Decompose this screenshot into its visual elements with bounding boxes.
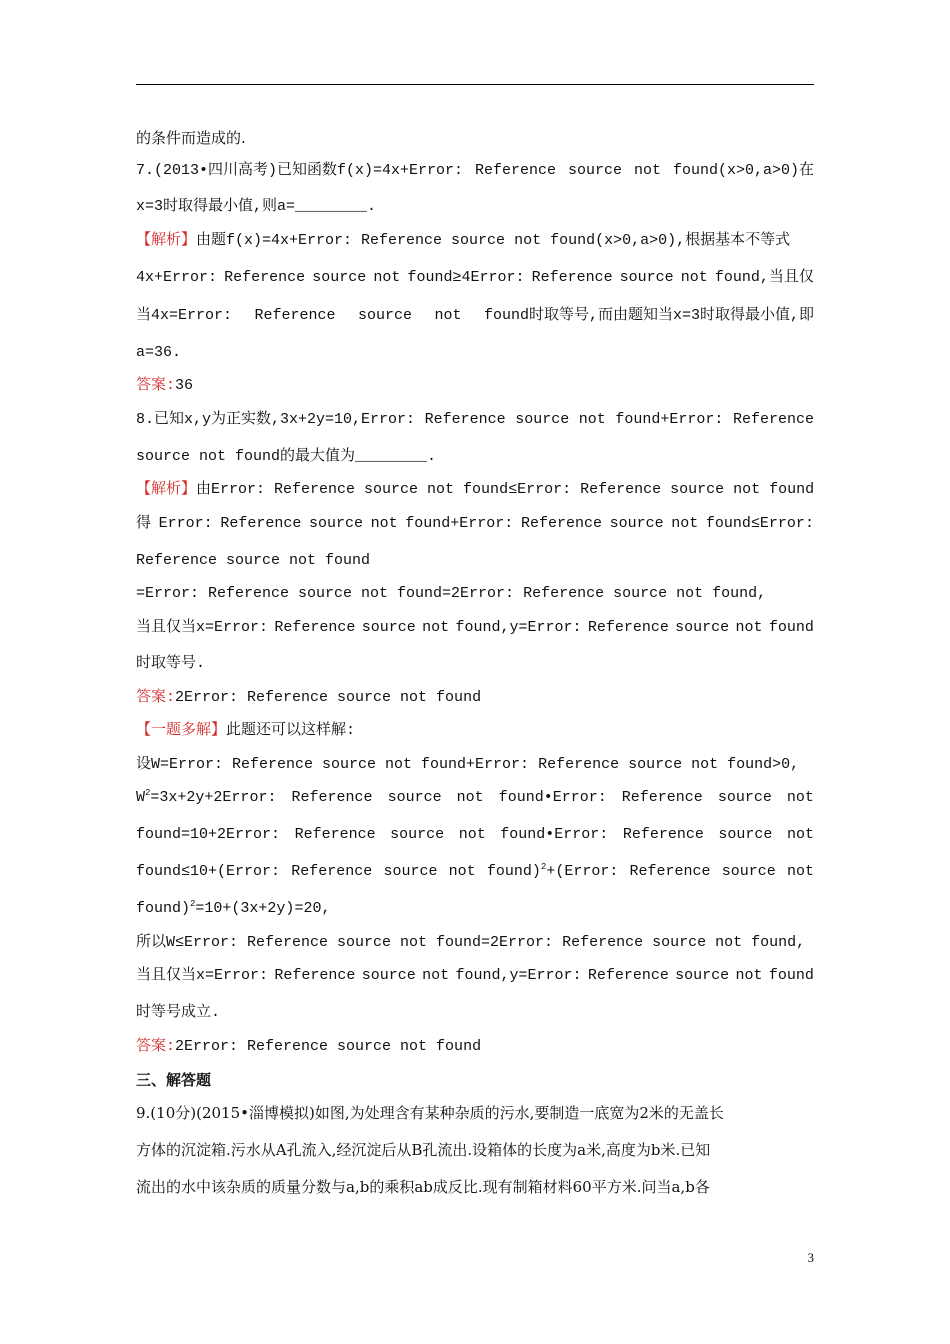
text-line: 设W=Error: Reference source not found+Error: Reference source not found>0, [136, 756, 800, 773]
text-line: a=36. [136, 344, 182, 361]
analysis-line: 【解析】由题f(x)=4x+Error: Reference source not found(x>0,a>0),根据基本不等式 [136, 232, 791, 249]
answer-blank: ________ [355, 448, 428, 465]
answer-blank: ________ [295, 198, 368, 215]
question-8-line-1: 8.已知x,y为正实数,3x+2y=10,Error: Reference source not found+Error: Reference [136, 411, 814, 428]
question-7-line-1: 7.(2013•四川高考)已知函数f(x)=4x+Error: Reference source not found(x>0,a>0)在 [136, 162, 814, 179]
alt-solution-line: 【一题多解】此题还可以这样解: [136, 722, 356, 739]
text-line: 当且仅当x=Error: Reference source not found,y=Error: Reference source not found [136, 619, 814, 636]
text-line: 当4x=Error: Reference source not found时取等号,而由题知当x=3时取得最小值,即 [136, 307, 814, 324]
question-9-line-1: 9.(10分)(2015•淄博模拟)如图,为处理含有某种杂质的污水,要制造一底宽为2米的无盖长 [136, 1104, 724, 1122]
text-line: $W^2=3x+2y+2Error$: Reference source not found•Error: Reference source not [136, 788, 814, 806]
answer-line: 答案:2Error: Reference source not found [136, 1038, 482, 1055]
question-9-line-2: 方体的沉淀箱.污水从A孔流入,经沉淀后从B孔流出.设箱体的长度为a米,高度为b米.已知 [136, 1141, 711, 1159]
question-7-line-2: x=3时取得最小值,则a=________. [136, 198, 377, 215]
text-line: 4x+Error: Reference source not found≥4Error: Reference source not found,当且仅 [136, 269, 814, 286]
answer-line: 答案:2Error: Reference source not found [136, 689, 482, 706]
text-line: found)$^2$=10+(3x+2y)=20, [136, 899, 331, 917]
text-line: 当且仅当x=Error: Reference source not found,y=Error: Reference source not found [136, 967, 814, 984]
header-rule [136, 84, 814, 85]
answer-tag: 答案: [136, 689, 176, 706]
section-heading: 三、解答题 [136, 1071, 212, 1089]
alt-solution-tag: 【一题多解】 [136, 722, 227, 739]
page-number: 3 [807, 1250, 814, 1265]
question-9-line-3: 流出的水中该杂质的质量分数与a,b的乘积ab成反比.现有制箱材料60平方米.问当a,b各 [136, 1178, 710, 1196]
text-line: 得 Error: Reference source not found+Error: Reference source not found≤Error: [136, 515, 814, 532]
text-line: 时取等号. [136, 655, 206, 672]
text-line: 所以W≤Error: Reference source not found=2Error: Reference source not found, [136, 934, 806, 951]
answer-line: 答案:36 [136, 377, 194, 394]
text-line: =Error: Reference source not found=2Error: Reference source not found, [136, 585, 767, 602]
question-8-line-2: source not found的最大值为________. [136, 448, 437, 465]
analysis-tag: 【解析】 [136, 481, 197, 498]
text-line: 的条件而造成的. [136, 129, 246, 147]
analysis-tag: 【解析】 [136, 232, 197, 249]
text-line: found=10+2Error: Reference source not found•Error: Reference source not [136, 826, 814, 843]
text-line: found≤10+(Error: Reference source not found)$^2$+(Error: Reference source not [136, 862, 814, 880]
text-line: Reference source not found [136, 552, 371, 569]
answer-tag: 答案: [136, 377, 176, 394]
analysis-line: 【解析】由Error: Reference source not found≤Error: Reference source not found [136, 481, 814, 498]
answer-tag: 答案: [136, 1038, 176, 1055]
text-line: 时等号成立. [136, 1004, 221, 1021]
